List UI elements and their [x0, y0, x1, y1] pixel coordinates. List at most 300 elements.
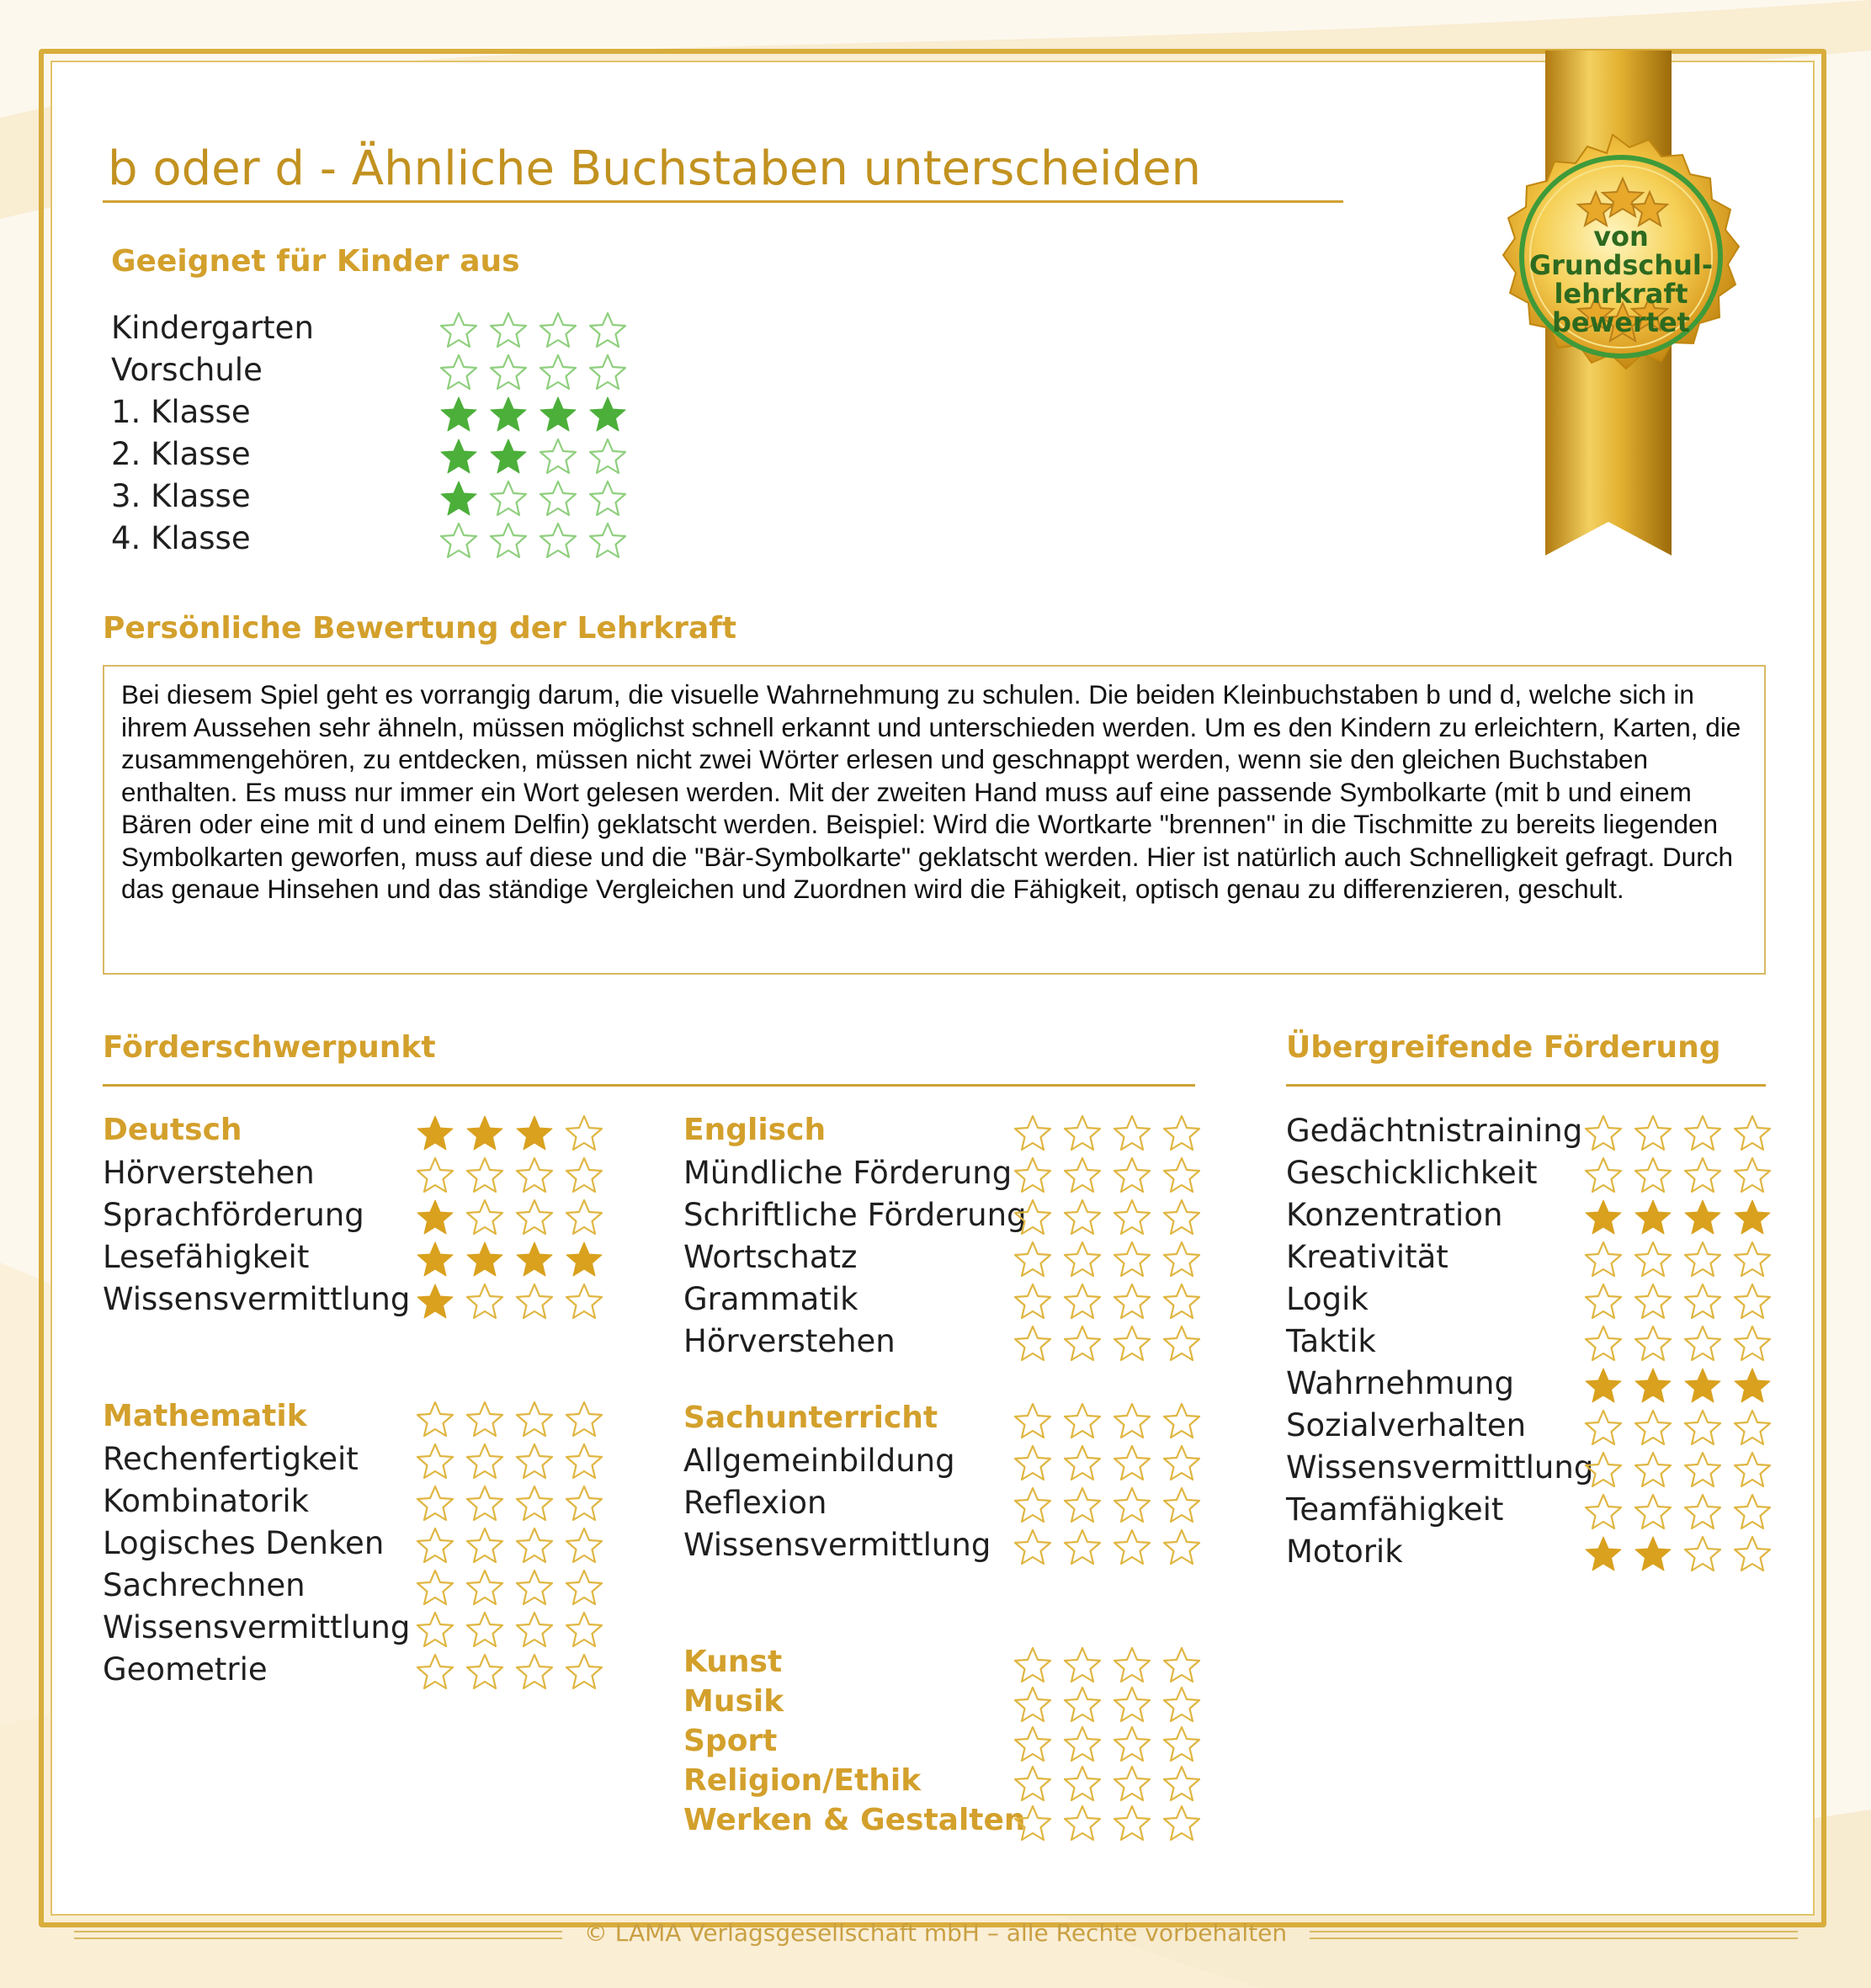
star-rating — [438, 394, 629, 436]
star-rating — [1582, 1113, 1773, 1155]
star-rating — [1012, 1401, 1203, 1443]
star-rating — [414, 1483, 605, 1525]
rating-row — [683, 1724, 1214, 1764]
star-filled-icon — [1582, 1197, 1624, 1239]
star-rating — [1582, 1491, 1773, 1534]
star-empty-icon — [1582, 1491, 1624, 1534]
rating-row — [683, 1401, 1214, 1441]
star-empty-icon — [1632, 1323, 1674, 1365]
star-empty-icon — [1111, 1281, 1153, 1323]
star-empty-icon — [587, 478, 629, 520]
rating-row — [111, 478, 640, 518]
star-empty-icon — [1061, 1281, 1103, 1323]
star-rating — [414, 1399, 605, 1441]
rating-badge — [1444, 50, 1781, 589]
star-empty-icon — [464, 1155, 506, 1197]
star-rating — [438, 352, 629, 394]
star-filled-icon — [438, 394, 480, 436]
star-empty-icon — [464, 1281, 506, 1323]
star-empty-icon — [563, 1441, 605, 1483]
star-empty-icon — [563, 1155, 605, 1197]
rating-label: Logisches Denken — [103, 1525, 385, 1561]
star-empty-icon — [513, 1525, 555, 1567]
star-empty-icon — [487, 310, 529, 352]
rating-row — [1286, 1323, 1784, 1363]
rating-row — [683, 1443, 1214, 1483]
star-empty-icon — [1061, 1155, 1103, 1197]
star-empty-icon — [1731, 1281, 1773, 1323]
star-filled-icon — [1682, 1365, 1724, 1407]
rating-row — [683, 1527, 1214, 1567]
star-empty-icon — [1012, 1763, 1054, 1805]
rating-label: Geschicklichkeit — [1286, 1155, 1538, 1191]
star-empty-icon — [1731, 1407, 1773, 1449]
star-empty-icon — [1632, 1113, 1674, 1155]
rating-label: Kombinatorik — [103, 1483, 310, 1519]
star-empty-icon — [414, 1441, 456, 1483]
rating-row — [103, 1525, 616, 1565]
star-filled-icon — [513, 1113, 555, 1155]
star-rating — [438, 520, 629, 562]
star-empty-icon — [1111, 1197, 1153, 1239]
rating-row — [111, 352, 640, 392]
rating-label: Lesefähigkeit — [103, 1239, 310, 1275]
star-empty-icon — [1111, 1155, 1153, 1197]
star-empty-icon — [513, 1399, 555, 1441]
rating-label: Sachrechnen — [103, 1567, 306, 1603]
rating-label: Vorschule — [111, 352, 263, 388]
star-empty-icon — [537, 520, 579, 562]
star-empty-icon — [1161, 1527, 1203, 1569]
rating-label: Motorik — [1286, 1534, 1403, 1570]
star-empty-icon — [464, 1197, 506, 1239]
star-empty-icon — [513, 1651, 555, 1693]
star-empty-icon — [1161, 1724, 1203, 1766]
star-rating — [1012, 1803, 1203, 1845]
rating-row — [103, 1239, 616, 1279]
star-empty-icon — [1061, 1684, 1103, 1726]
star-empty-icon — [587, 310, 629, 352]
star-empty-icon — [414, 1525, 456, 1567]
age-heading: Geeignet für Kinder aus — [111, 244, 520, 279]
star-empty-icon — [563, 1609, 605, 1651]
rating-row — [683, 1239, 1214, 1279]
foerderschwerpunkt-heading: Förderschwerpunkt — [103, 1030, 436, 1065]
copyright-footer: © LAMA Verlagsgesellschaft mbH – alle Rechte vorbehalten — [583, 1919, 1288, 1947]
star-filled-icon — [464, 1239, 506, 1281]
rating-row — [1286, 1281, 1784, 1321]
star-empty-icon — [1012, 1803, 1054, 1845]
uebergreifend-rule — [1286, 1084, 1766, 1087]
star-empty-icon — [414, 1155, 456, 1197]
star-empty-icon — [1731, 1155, 1773, 1197]
star-empty-icon — [1161, 1803, 1203, 1845]
star-empty-icon — [1111, 1443, 1153, 1485]
star-empty-icon — [1111, 1113, 1153, 1155]
rating-label: Reflexion — [683, 1485, 827, 1521]
star-rating — [414, 1651, 605, 1693]
star-empty-icon — [414, 1399, 456, 1441]
rating-row — [683, 1485, 1214, 1525]
star-filled-icon — [587, 394, 629, 436]
star-empty-icon — [1012, 1527, 1054, 1569]
star-rating — [1012, 1724, 1203, 1766]
rating-label: Mündliche Förderung — [683, 1155, 1013, 1191]
star-rating — [1582, 1197, 1773, 1239]
star-filled-icon — [1582, 1534, 1624, 1576]
star-filled-icon — [1582, 1365, 1624, 1407]
rating-row — [103, 1483, 616, 1523]
rating-label: Wissensvermittlung — [103, 1281, 411, 1317]
rating-row — [111, 394, 640, 434]
star-empty-icon — [1012, 1684, 1054, 1726]
star-empty-icon — [464, 1483, 506, 1525]
star-rating — [414, 1281, 605, 1323]
star-empty-icon — [1012, 1155, 1054, 1197]
star-empty-icon — [537, 478, 579, 520]
star-empty-icon — [1161, 1323, 1203, 1365]
rating-row — [103, 1567, 616, 1608]
star-empty-icon — [563, 1399, 605, 1441]
star-rating — [1582, 1449, 1773, 1491]
star-rating — [414, 1567, 605, 1609]
rating-label: 4. Klasse — [111, 520, 251, 556]
badge-line-2: Grundschul- — [1528, 249, 1714, 281]
star-empty-icon — [1061, 1443, 1103, 1485]
star-empty-icon — [1161, 1239, 1203, 1281]
star-empty-icon — [563, 1281, 605, 1323]
star-filled-icon — [1632, 1365, 1674, 1407]
star-empty-icon — [1682, 1534, 1724, 1576]
rating-label: Wahrnehmung — [1286, 1365, 1514, 1401]
star-filled-icon — [414, 1239, 456, 1281]
rating-label: 3. Klasse — [111, 478, 251, 514]
rating-row — [111, 520, 640, 561]
rating-label: Allgemeinbildung — [683, 1443, 955, 1479]
rating-row — [103, 1441, 616, 1481]
star-empty-icon — [1682, 1449, 1724, 1491]
star-empty-icon — [1061, 1113, 1103, 1155]
rating-label: Rechenfertigkeit — [103, 1441, 359, 1477]
star-empty-icon — [1632, 1491, 1674, 1534]
star-empty-icon — [1012, 1239, 1054, 1281]
star-empty-icon — [1012, 1645, 1054, 1687]
star-empty-icon — [1061, 1527, 1103, 1569]
star-filled-icon — [464, 1113, 506, 1155]
review-heading: Persönliche Bewertung der Lehrkraft — [103, 611, 737, 646]
rating-row — [103, 1113, 616, 1153]
star-rating — [1012, 1645, 1203, 1687]
star-rating — [1582, 1407, 1773, 1449]
star-filled-icon — [438, 478, 480, 520]
star-empty-icon — [1061, 1645, 1103, 1687]
star-empty-icon — [1632, 1407, 1674, 1449]
star-filled-icon — [1632, 1534, 1674, 1576]
subject-heading: Mathematik — [103, 1399, 307, 1433]
star-empty-icon — [587, 352, 629, 394]
star-rating — [438, 310, 629, 352]
rating-row — [1286, 1239, 1784, 1279]
rating-label: Teamfähigkeit — [1286, 1491, 1504, 1528]
star-filled-icon — [414, 1281, 456, 1323]
star-rating — [1012, 1281, 1203, 1323]
star-empty-icon — [1161, 1485, 1203, 1527]
rating-label: Konzentration — [1286, 1197, 1503, 1233]
rating-label: Sozialverhalten — [1286, 1407, 1527, 1443]
star-empty-icon — [1582, 1281, 1624, 1323]
star-empty-icon — [513, 1483, 555, 1525]
star-empty-icon — [1682, 1323, 1724, 1365]
star-empty-icon — [464, 1399, 506, 1441]
star-rating — [1012, 1527, 1203, 1569]
badge-line-1: von — [1593, 221, 1649, 252]
star-empty-icon — [464, 1525, 506, 1567]
star-filled-icon — [414, 1113, 456, 1155]
rating-row — [1286, 1449, 1784, 1490]
rating-row — [1286, 1407, 1784, 1448]
rating-row — [683, 1197, 1214, 1237]
star-empty-icon — [1111, 1684, 1153, 1726]
star-rating — [1012, 1684, 1203, 1726]
star-empty-icon — [1161, 1684, 1203, 1726]
star-rating — [438, 478, 629, 520]
star-empty-icon — [1682, 1407, 1724, 1449]
star-rating — [414, 1113, 605, 1155]
rating-label: Gedächtnistraining — [1286, 1113, 1583, 1149]
rating-row — [103, 1399, 616, 1439]
star-rating — [414, 1197, 605, 1239]
foerderschwerpunkt-rule — [103, 1084, 1195, 1087]
star-empty-icon — [1161, 1401, 1203, 1443]
star-empty-icon — [1012, 1724, 1054, 1766]
star-empty-icon — [1061, 1239, 1103, 1281]
star-empty-icon — [1161, 1155, 1203, 1197]
star-empty-icon — [1161, 1645, 1203, 1687]
star-empty-icon — [1582, 1323, 1624, 1365]
subject-heading: Musik — [683, 1684, 784, 1719]
star-empty-icon — [1582, 1113, 1624, 1155]
rating-row — [103, 1281, 616, 1321]
rating-label: Taktik — [1286, 1323, 1376, 1359]
rating-label: Hörverstehen — [683, 1323, 896, 1359]
subject-heading: Sport — [683, 1724, 778, 1758]
star-rating — [1582, 1323, 1773, 1365]
star-empty-icon — [1111, 1485, 1153, 1527]
star-empty-icon — [414, 1567, 456, 1609]
star-empty-icon — [1682, 1281, 1724, 1323]
star-empty-icon — [1682, 1491, 1724, 1534]
star-empty-icon — [1731, 1534, 1773, 1576]
star-rating — [1012, 1155, 1203, 1197]
star-empty-icon — [1012, 1197, 1054, 1239]
star-rating — [438, 436, 629, 478]
star-empty-icon — [1111, 1239, 1153, 1281]
star-empty-icon — [513, 1155, 555, 1197]
star-empty-icon — [513, 1567, 555, 1609]
rating-row — [103, 1197, 616, 1237]
star-empty-icon — [1632, 1155, 1674, 1197]
star-empty-icon — [487, 478, 529, 520]
rating-row — [683, 1763, 1214, 1804]
star-rating — [1582, 1281, 1773, 1323]
star-empty-icon — [537, 436, 579, 478]
rating-row — [683, 1323, 1214, 1363]
star-empty-icon — [1731, 1113, 1773, 1155]
star-rating — [1012, 1113, 1203, 1155]
star-filled-icon — [537, 394, 579, 436]
star-rating — [414, 1239, 605, 1281]
star-empty-icon — [1111, 1401, 1153, 1443]
star-empty-icon — [1061, 1323, 1103, 1365]
badge-line-3: lehrkraft — [1554, 278, 1688, 310]
rating-label: Wissensvermittlung — [103, 1609, 411, 1645]
star-empty-icon — [1582, 1155, 1624, 1197]
review-text: Bei diesem Spiel geht es vorrangig darum, die visuelle Wahrnehmung zu schulen. Die beiden Kleinbuchstaben b und d, welche sich in ihrem Aussehen sehr ähneln, müssen möglichst schnell erkannt und unterschieden werden. Um es den Kindern zu erleichtern, Karten, die zusammengehören, zu entdecken, müssen nicht zwei Wörter erlesen und geschnappt werden, wenn sie den gleichen Buchstaben enthalten. Es muss nur immer ein Wort gelesen werden. Mit der zweiten Hand muss auf eine passende Symbolkarte (mit b und einem Bären oder eine mit d und einem Delfin) geklatscht werden. Beispiel: Wird die Wortkarte "brennen" in die Tischmitte zu bereits liegenden Symbolkarten geworfen, muss auf diese und die "Bär-Symbolkarte" geklatscht werden. Hier ist natürlich auch Schnelligkeit gefragt. Durch das genaue Hinsehen und das ständige Vergleichen und Zuordnen wird die Fähigkeit, optisch genau zu differenzieren, geschult. — [121, 679, 1741, 904]
star-empty-icon — [1731, 1323, 1773, 1365]
star-empty-icon — [1061, 1763, 1103, 1805]
rating-row — [103, 1651, 616, 1692]
rating-label: Hörverstehen — [103, 1155, 315, 1191]
star-filled-icon — [1731, 1365, 1773, 1407]
star-empty-icon — [464, 1651, 506, 1693]
star-empty-icon — [1582, 1449, 1624, 1491]
star-empty-icon — [537, 310, 579, 352]
star-empty-icon — [563, 1567, 605, 1609]
star-empty-icon — [563, 1483, 605, 1525]
rating-row — [1286, 1155, 1784, 1195]
star-empty-icon — [563, 1651, 605, 1693]
star-filled-icon — [1731, 1197, 1773, 1239]
star-empty-icon — [414, 1609, 456, 1651]
star-empty-icon — [438, 520, 480, 562]
star-empty-icon — [1061, 1197, 1103, 1239]
star-empty-icon — [1012, 1485, 1054, 1527]
star-empty-icon — [414, 1483, 456, 1525]
star-empty-icon — [464, 1441, 506, 1483]
rating-label: Kreativität — [1286, 1239, 1448, 1275]
rating-label: Wissensvermittlung — [683, 1527, 991, 1563]
star-rating — [1582, 1534, 1773, 1576]
star-empty-icon — [587, 436, 629, 478]
rating-row — [1286, 1491, 1784, 1532]
star-empty-icon — [1111, 1724, 1153, 1766]
uebergreifend-heading: Übergreifende Förderung — [1286, 1030, 1721, 1065]
rating-label: 2. Klasse — [111, 436, 251, 472]
star-empty-icon — [1582, 1239, 1624, 1281]
star-filled-icon — [487, 394, 529, 436]
star-empty-icon — [513, 1197, 555, 1239]
star-empty-icon — [487, 352, 529, 394]
rating-label: Wissensvermittlung — [1286, 1449, 1594, 1486]
star-empty-icon — [513, 1609, 555, 1651]
star-empty-icon — [414, 1651, 456, 1693]
subject-heading: Kunst — [683, 1645, 783, 1679]
page-title: b oder d - Ähnliche Buchstaben unterscheiden — [108, 141, 1202, 196]
star-empty-icon — [1731, 1491, 1773, 1534]
star-rating — [1582, 1365, 1773, 1407]
star-empty-icon — [464, 1567, 506, 1609]
star-empty-icon — [1161, 1443, 1203, 1485]
star-rating — [414, 1441, 605, 1483]
rating-row — [111, 436, 640, 476]
rating-row — [683, 1684, 1214, 1725]
star-rating — [1012, 1197, 1203, 1239]
star-empty-icon — [487, 520, 529, 562]
star-rating — [1012, 1485, 1203, 1527]
star-empty-icon — [1161, 1763, 1203, 1805]
rating-row — [1286, 1113, 1784, 1153]
star-empty-icon — [1012, 1323, 1054, 1365]
star-empty-icon — [1111, 1323, 1153, 1365]
star-empty-icon — [1061, 1803, 1103, 1845]
subject-heading: Religion/Ethik — [683, 1763, 922, 1798]
rating-row — [683, 1803, 1214, 1843]
star-empty-icon — [1682, 1113, 1724, 1155]
subject-heading: Werken & Gestalten — [683, 1803, 1026, 1837]
rating-label: 1. Klasse — [111, 394, 251, 430]
star-filled-icon — [1632, 1197, 1674, 1239]
star-filled-icon — [1682, 1197, 1724, 1239]
star-empty-icon — [1012, 1443, 1054, 1485]
star-empty-icon — [438, 310, 480, 352]
title-underline — [103, 200, 1343, 203]
star-empty-icon — [1682, 1239, 1724, 1281]
rating-label: Wortschatz — [683, 1239, 858, 1275]
rating-row — [683, 1113, 1214, 1153]
subject-heading: Deutsch — [103, 1113, 242, 1147]
star-empty-icon — [1061, 1485, 1103, 1527]
star-empty-icon — [1012, 1113, 1054, 1155]
star-filled-icon — [513, 1239, 555, 1281]
star-empty-icon — [1111, 1645, 1153, 1687]
star-rating — [1582, 1155, 1773, 1197]
rating-label: Geometrie — [103, 1651, 268, 1688]
star-empty-icon — [1161, 1197, 1203, 1239]
rating-label: Grammatik — [683, 1281, 858, 1317]
star-empty-icon — [1582, 1407, 1624, 1449]
rating-row — [103, 1155, 616, 1195]
star-empty-icon — [1731, 1239, 1773, 1281]
rating-row — [1286, 1365, 1784, 1406]
star-empty-icon — [1632, 1281, 1674, 1323]
star-rating — [414, 1155, 605, 1197]
star-empty-icon — [1161, 1113, 1203, 1155]
star-empty-icon — [1111, 1803, 1153, 1845]
star-empty-icon — [1161, 1281, 1203, 1323]
star-empty-icon — [1682, 1155, 1724, 1197]
rating-label: Schriftliche Förderung — [683, 1197, 1027, 1233]
star-empty-icon — [1111, 1763, 1153, 1805]
star-empty-icon — [513, 1441, 555, 1483]
star-empty-icon — [1632, 1239, 1674, 1281]
rating-row — [683, 1155, 1214, 1195]
review-box — [103, 665, 1766, 975]
star-empty-icon — [1012, 1401, 1054, 1443]
rating-row — [111, 310, 640, 350]
star-empty-icon — [1061, 1401, 1103, 1443]
star-filled-icon — [438, 436, 480, 478]
star-empty-icon — [563, 1197, 605, 1239]
star-empty-icon — [1632, 1449, 1674, 1491]
star-filled-icon — [563, 1239, 605, 1281]
rating-row — [683, 1645, 1214, 1685]
star-rating — [1582, 1239, 1773, 1281]
star-empty-icon — [1731, 1449, 1773, 1491]
star-empty-icon — [563, 1525, 605, 1567]
rating-row — [1286, 1197, 1784, 1237]
subject-heading: Sachunterricht — [683, 1401, 938, 1435]
star-empty-icon — [464, 1609, 506, 1651]
